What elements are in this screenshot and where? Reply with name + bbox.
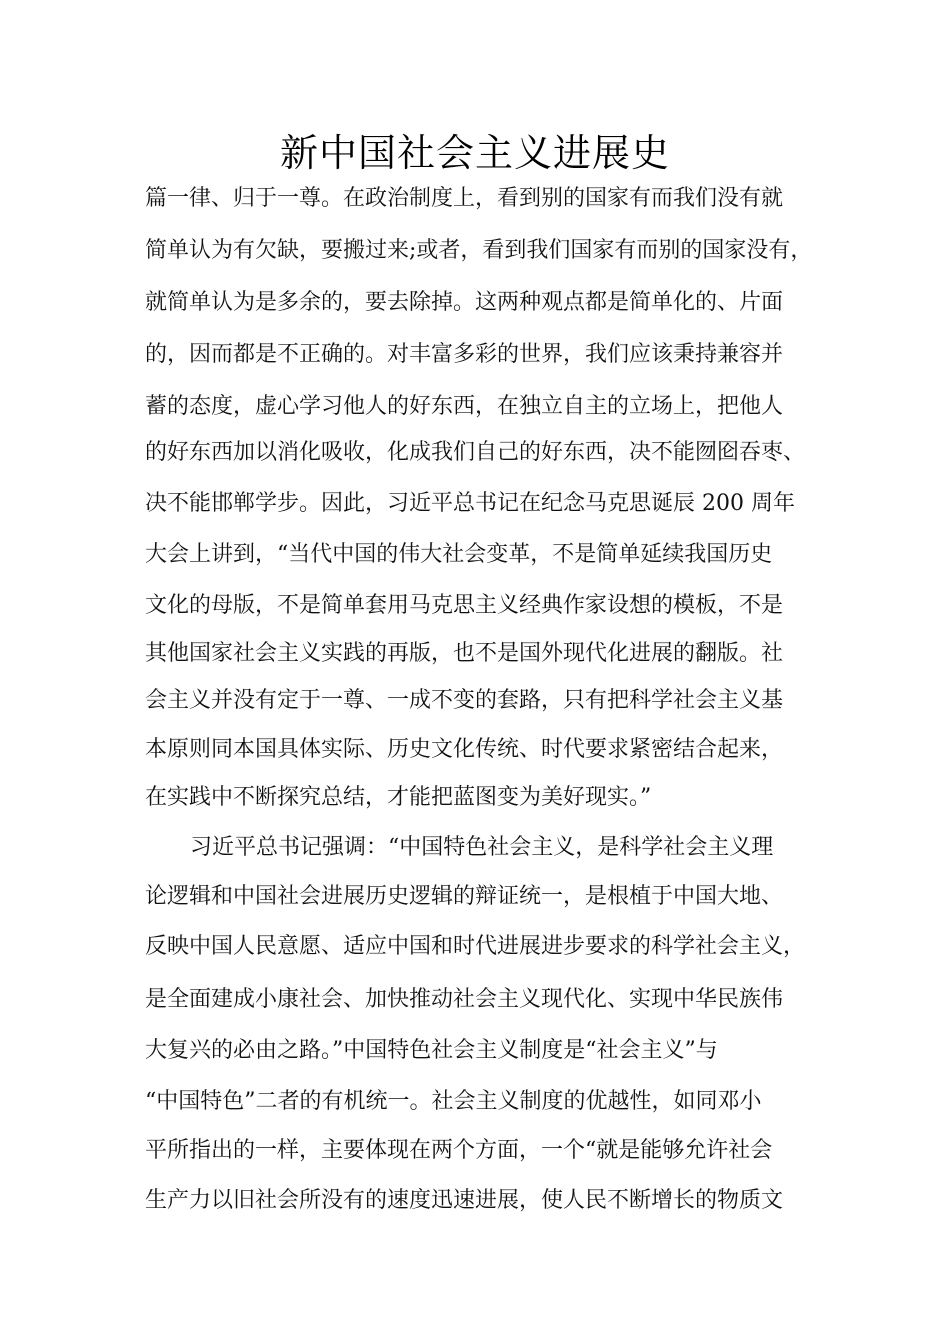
document-title: 新中国社会主义进展史	[279, 131, 670, 175]
text-line: 其他国家社会主义实践的再版，也不是国外现代化进展的翻版。社	[145, 641, 784, 666]
text-line: 平所指出的一样，主要体现在两个方面，一个“就是能够允许社会	[145, 1138, 773, 1163]
text-line: 本原则同本国具体实际、历史文化传统、时代要求紧密结合起来，	[145, 737, 784, 762]
text-line: 就简单认为是多余的，要去除掉。这两种观点都是简单化的、片面	[145, 290, 784, 315]
text-line: 大会上讲到，“当代中国的伟大社会变革，不是简单延续我国历史	[145, 542, 773, 567]
text-line: 决不能邯郸学步。因此，习近平总书记在纪念马克思诞辰 200 周年	[145, 491, 795, 516]
text-line: 大复兴的必由之路。”中国特色社会主义制度是“社会主义”与	[145, 1038, 718, 1063]
text-line: 简单认为有欠缺，要搬过来;或者，看到我们国家有而别的国家没有，	[145, 238, 813, 263]
text-line: 蓄的态度，虚心学习他人的好东西，在独立自主的立场上，把他人	[145, 394, 784, 419]
text-line: 会主义并没有定于一尊、一成不变的套路，只有把科学社会主义基	[145, 688, 784, 713]
paragraph-first-line: 习近平总书记强调：“中国特色社会主义，是科学社会主义理	[190, 835, 774, 860]
text-line: 反映中国人民意愿、适应中国和时代进展进步要求的科学社会主义，	[145, 934, 806, 959]
text-line: 文化的母版，不是简单套用马克思主义经典作家设想的模板，不是	[145, 593, 784, 618]
text-line: 篇一律、归于一尊。在政治制度上，看到别的国家有而我们没有就	[145, 186, 784, 211]
text-line: 生产力以旧社会所没有的速度迅速进展，使人民不断增长的物质文	[145, 1188, 784, 1213]
text-line: 是全面建成小康社会、加快推动社会主义现代化、实现中华民族伟	[145, 987, 784, 1012]
text-line: 的，因而都是不正确的。对丰富多彩的世界，我们应该秉持兼容并	[145, 342, 784, 367]
text-line: 在实践中不断探究总结，才能把蓝图变为美好现实。”	[145, 785, 652, 810]
text-line: “中国特色”二者的有机统一。社会主义制度的优越性，如同邓小	[145, 1089, 762, 1114]
text-line: 的好东西加以消化吸收，化成我们自己的好东西，决不能囫囵吞枣、	[145, 440, 806, 465]
text-line: 论逻辑和中国社会进展历史逻辑的辩证统一，是根植于中国大地、	[145, 884, 784, 909]
